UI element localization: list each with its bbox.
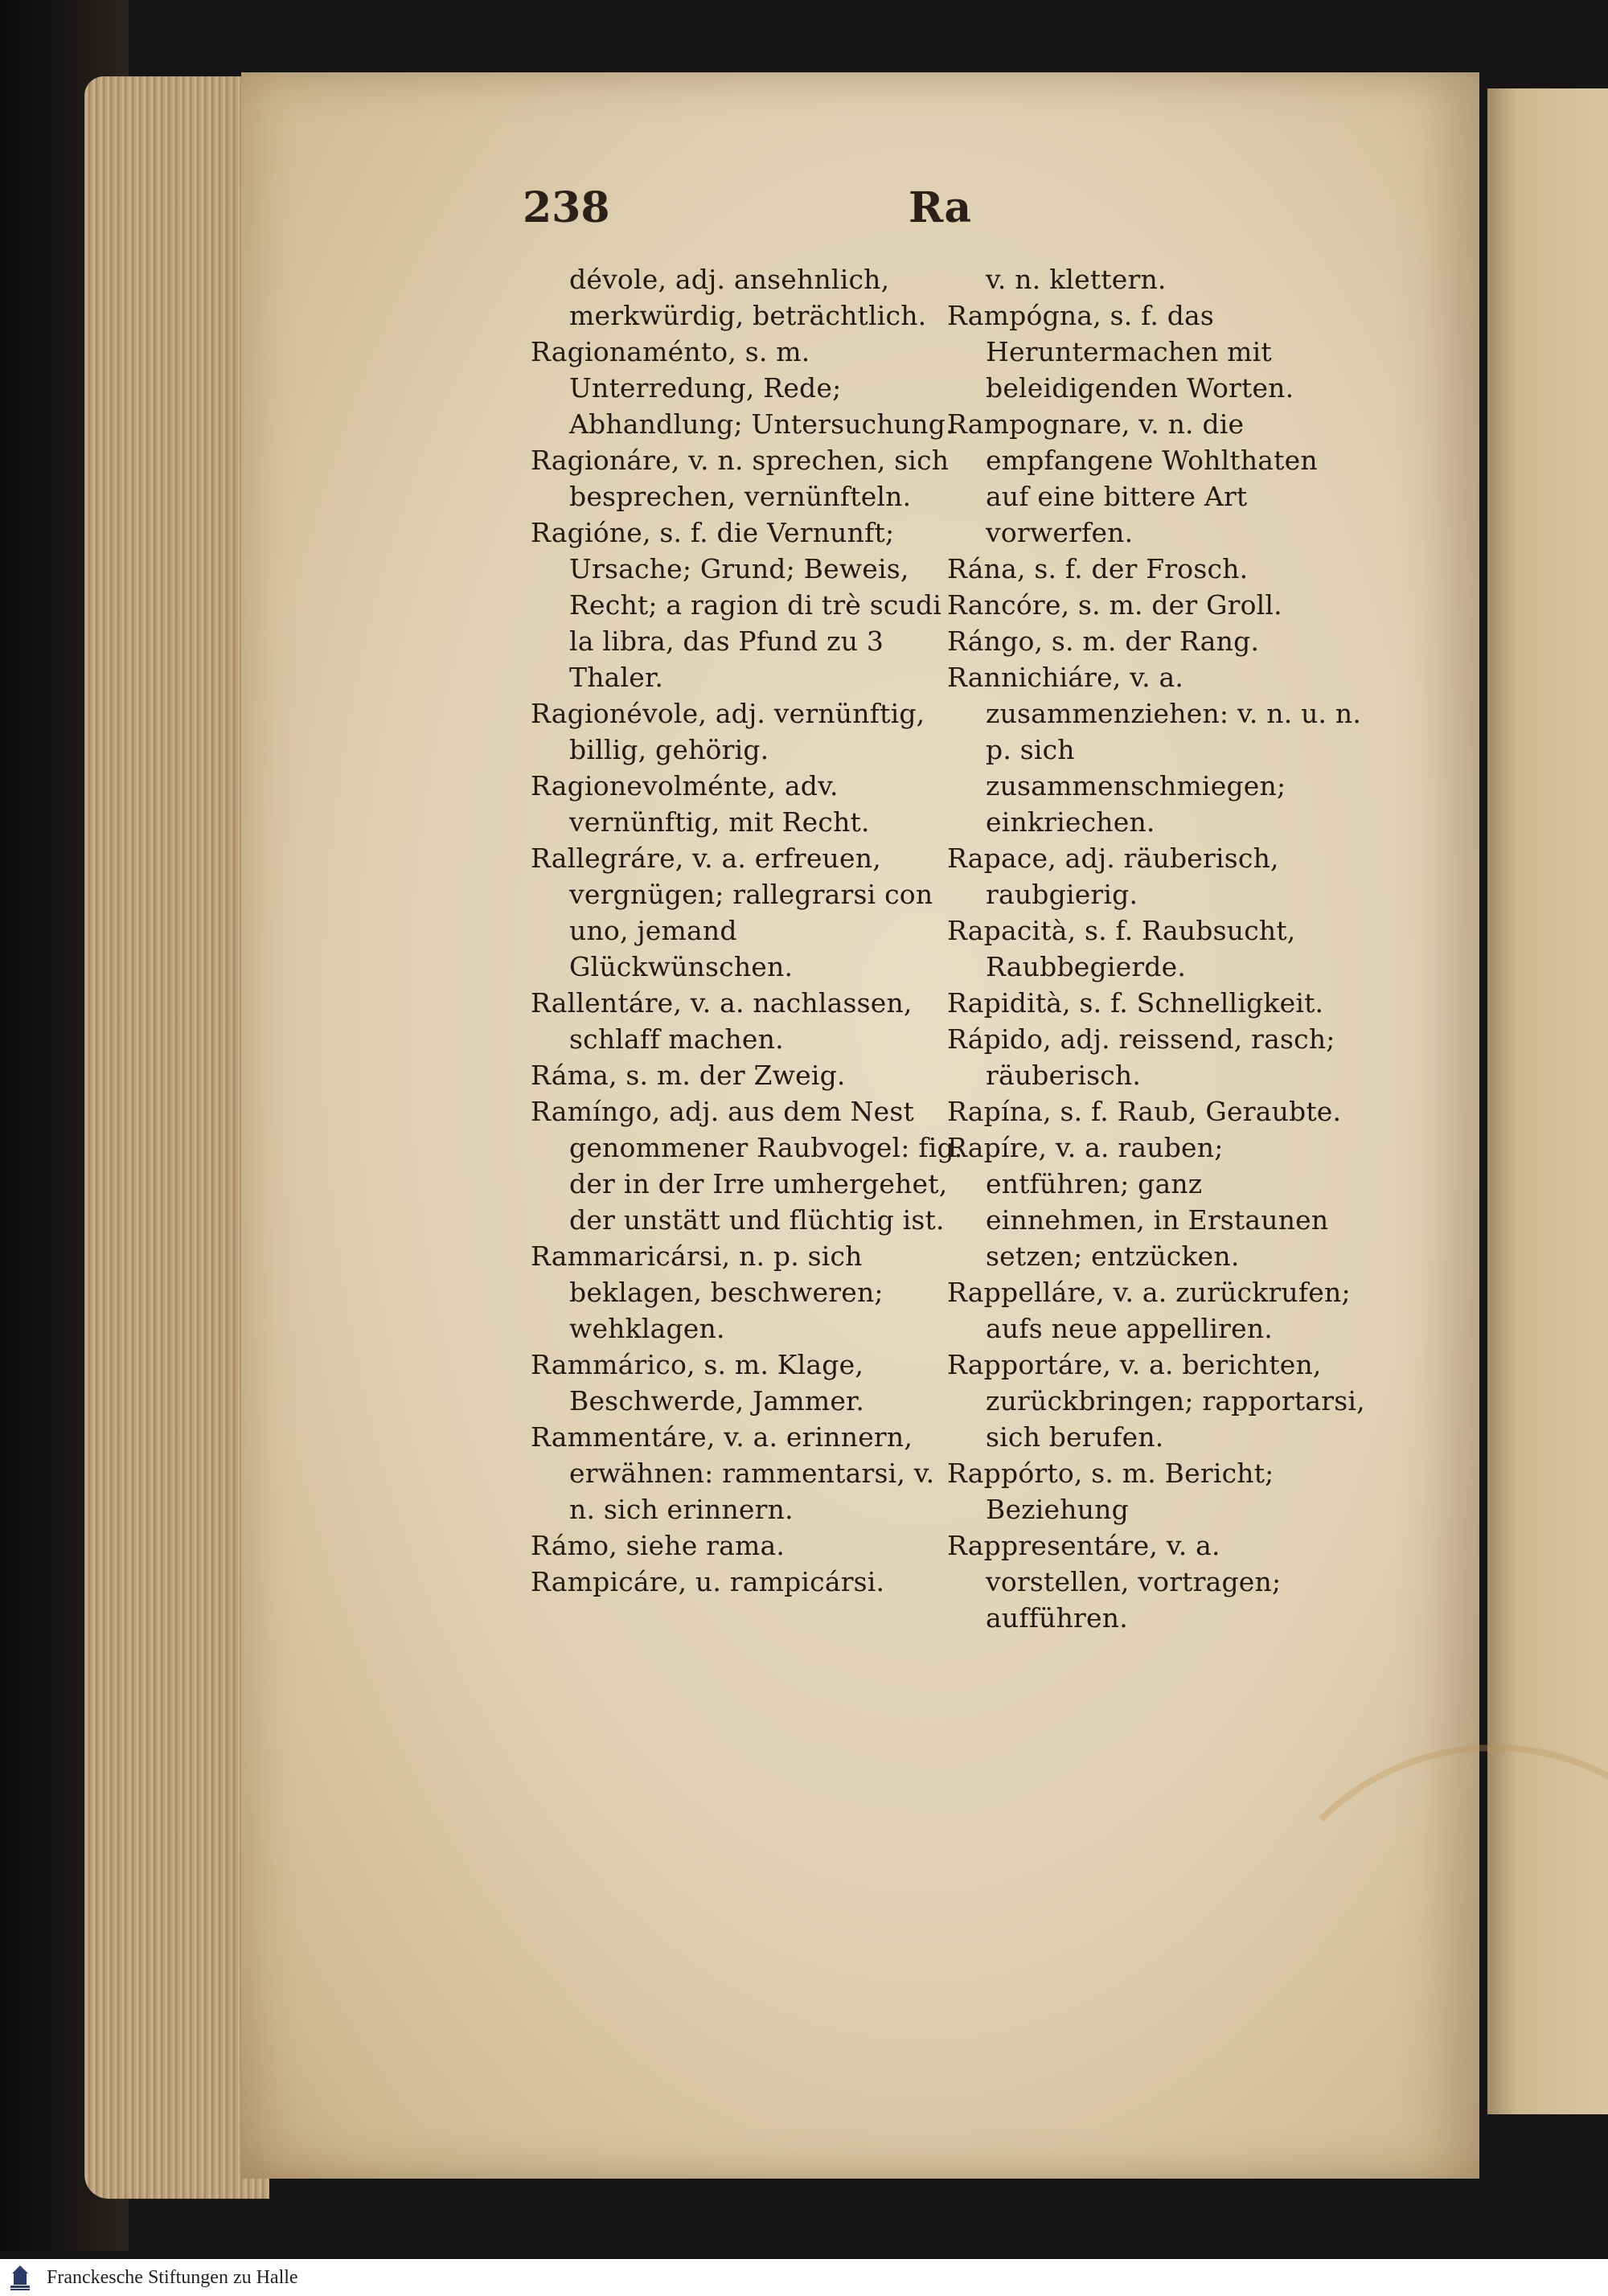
running-head [523, 183, 1021, 256]
dictionary-entry: Rapíre, v. a. rauben; entführen; ganz einnehmen, in Erstaunen setzen; entzücken. [947, 1132, 1329, 1272]
dictionary-entry: Rammentáre, v. a. erinnern, erwähnen: rammentarsi, v. n. sich erinnern. [531, 1421, 935, 1525]
dictionary-entry: Rapidità, s. f. Schnelligkeit. [947, 987, 1324, 1019]
dictionary-entry: Rallegráre, v. a. erfreuen, vergnügen; rallegrarsi con uno, jemand Glückwünschen. [531, 843, 933, 982]
footer-bar [0, 2259, 1608, 2296]
dictionary-entry: Rappelláre, v. a. zurückrufen; aufs neue appelliren. [947, 1277, 1351, 1344]
dictionary-entry: Rammárico, s. m. Klage, Beschwerde, Jammer. [531, 1349, 865, 1417]
page-number: 238 [523, 183, 610, 232]
dictionary-entry: Ragióne, s. f. die Vernunft; Ursache; Grund; Beweis, Recht; a ragion di trè scudi la libra, das Pfund zu 3 Thaler. [531, 517, 942, 693]
dictionary-entry: Rapace, adj. räuberisch, raubgierig. [947, 843, 1279, 910]
dictionary-entry: Rammaricársi, n. p. sich beklagen, beschweren; wehklagen. [531, 1240, 884, 1344]
institution-name: Franckesche Stiftungen zu Halle [47, 2267, 298, 2288]
dictionary-entry: Rángo, s. m. der Rang. [947, 625, 1260, 657]
dictionary-entry: Rancóre, s. m. der Groll. [947, 589, 1282, 621]
dictionary-entry: Rappórto, s. m. Bericht; Beziehung [947, 1458, 1274, 1525]
dictionary-entry: Ragionévole, adj. vernünftig, billig, gehörig. [531, 698, 925, 765]
dictionary-entry: Rampógna, s. f. das Heruntermachen mit beleidigenden Worten. [947, 300, 1294, 404]
dictionary-entry: Ramíngo, adj. aus dem Nest genommener Raubvogel: fig. der in der Irre umhergehet, der unstätt und flüchtig ist. [531, 1096, 963, 1236]
left-column [531, 261, 965, 1600]
dictionary-entry: Ragionevolménte, adv. vernünftig, mit Recht. [531, 770, 870, 838]
institution-logo-icon [5, 2262, 35, 2293]
dictionary-entry: Rallentáre, v. a. nachlassen, schlaff machen. [531, 987, 913, 1055]
dictionary-entry: Ragionaménto, s. m. Unterredung, Rede; Abhandlung; Untersuchung. [531, 336, 954, 440]
dictionary-entry: Rámo, siehe rama. [531, 1530, 786, 1561]
dictionary-entry: Ragionáre, v. n. sprechen, sich besprechen, vernünfteln. [531, 445, 950, 512]
dictionary-entry: v. n. klettern. [986, 264, 1167, 295]
dictionary-entry: Rapportáre, v. a. berichten, zurückbringen; rapportarsi, sich berufen. [947, 1349, 1365, 1453]
dictionary-entry: Ráma, s. m. der Zweig. [531, 1060, 846, 1091]
dictionary-entry: Rapína, s. f. Raub, Geraubte. [947, 1096, 1342, 1127]
right-column [947, 261, 1365, 1636]
dictionary-entry: Rapacità, s. f. Raubsucht, Raubbegierde. [947, 915, 1296, 982]
dictionary-entry: Rannichiáre, v. a. zusammenziehen: v. n. u. n. p. sich zusammenschmiegen; einkriechen. [947, 662, 1362, 838]
water-stain [1246, 1745, 1608, 2240]
dictionary-entry: Rána, s. f. der Frosch. [947, 553, 1249, 584]
running-head-word: Ra [909, 183, 972, 232]
dictionary-entry: Rampognare, v. n. die empfangene Wohlthaten auf eine bittere Art vorwerfen. [947, 408, 1318, 548]
dictionary-entry: Rampicáre, u. rampicársi. [531, 1566, 885, 1597]
dictionary-entry: Rappresentáre, v. a. vorstellen, vortragen; aufführen. [947, 1530, 1282, 1634]
dictionary-entry: dévole, adj. ansehnlich, merkwürdig, beträchtlich. [569, 264, 927, 331]
dictionary-entry: Rápido, adj. reissend, rasch; räuberisch. [947, 1023, 1335, 1091]
